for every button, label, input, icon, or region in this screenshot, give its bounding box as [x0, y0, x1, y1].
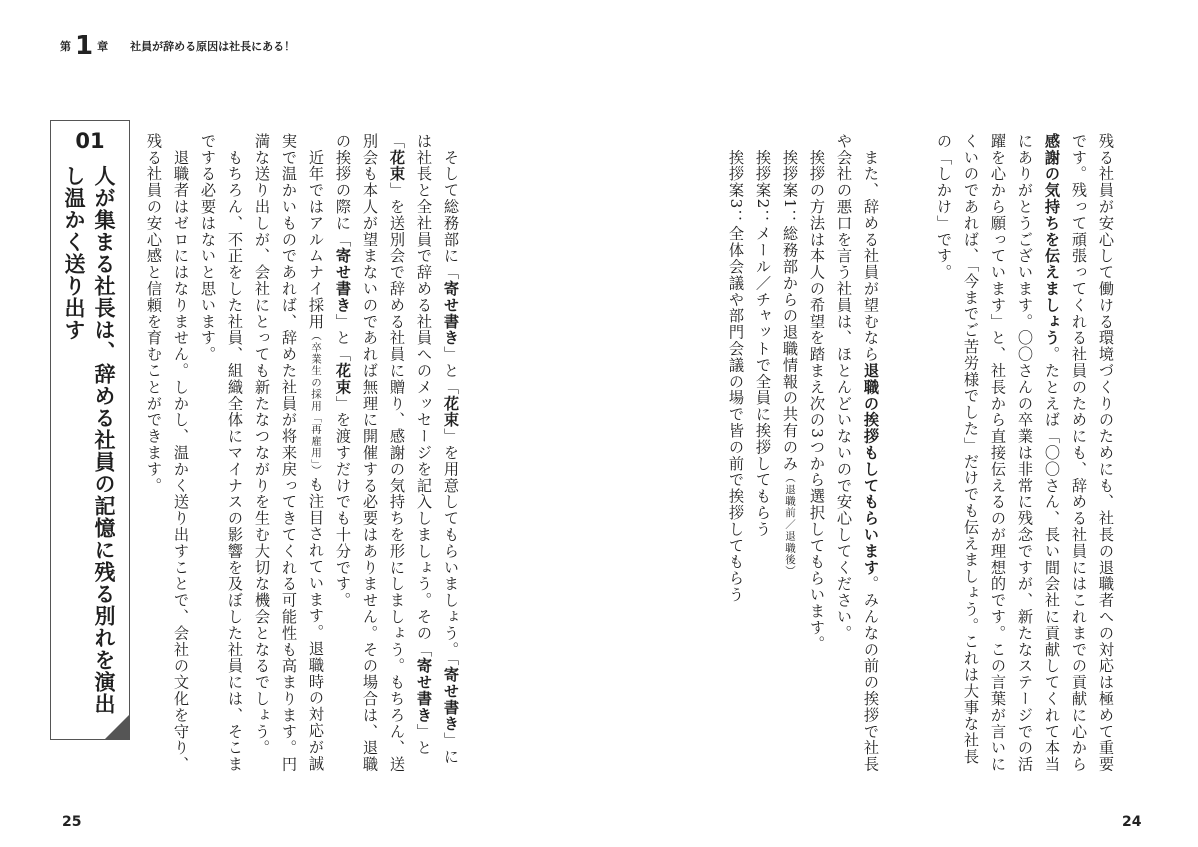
body-text: 」を送別会で辞める社員に贈り、感謝の気持ちを形にしましょう。もちろん、送別会も本人が望まないのであれば無理に開催する必要はありません。その場合は、退職の挨拶の際に「 [334, 133, 406, 773]
body-text: も注目されています。退職時の対応が誠実で温かいものであれば、辞めた社員が将来戻ってきてくれる可能性も高まります。円満な送り出しが、会社にとっても新たなつながりを生む大切な機会となるでしょう。 もちろん、不正をした社員、組織全体にマイナスの影響を及ぼした社員には、そこまでする必要はないと思います。 退職者はゼロにはなりません。しかし、温かく送り出すことで、会社の文化を守り、残る社員の安心感と信頼を育むことができます。 [145, 133, 325, 773]
emphasis-text: 感謝の気持ちを伝えましょう [1043, 133, 1061, 347]
body-text: 」を渡すだけでも十分です。 近年ではアルムナイ採用 [307, 149, 352, 609]
body-text: 」と「 [334, 313, 352, 363]
folded-corner-icon [104, 714, 130, 740]
emphasis-text: 寄せ書き [334, 247, 352, 314]
chapter-title: 社員が辞める原因は社長にある！ [130, 40, 296, 53]
chapter-suffix: 章 [97, 40, 109, 53]
body-text: 」と「 [388, 133, 433, 757]
running-head [60, 33, 295, 59]
emphasis-text: 花束 [388, 149, 406, 183]
body-text: 。みんなの前の挨拶で社長や会社の悪口を言う社員は、ほとんどいないので安心してください。 挨拶の方法は本人の希望を踏まえ次の3つから選択してもらいます。 挨拶案1：総務部からの退職情報の共有のみ [781, 133, 880, 773]
body-text: 。たとえば「〇〇さん、長い間会社に貢献してくれて本当にありがとうございます。〇〇さんの卒業は非常に残念ですが、新たなステージでの活躍を心から願っています」と、社長から直接伝えるのが理想的です。この言葉が言いにくいのであれば、「今までご苦労様でした」だけでも伝えましょう。これは大事な社長の「しかけ」です。 [935, 133, 1061, 773]
page-number-right: 24 [1122, 814, 1142, 830]
body-text: 残る社員が安心して働ける環境づくりのためにも、社長の退職者への対応は極めて重要です。残って頑張ってくれる社員のためにも、辞める社員にはこれまでの貢献に心から [1070, 133, 1115, 773]
emphasis-text: 寄せ書き [442, 666, 460, 733]
body-text: 」には社長と全社員で辞める社員へのメッセージを記入しましょう。その「 [415, 133, 460, 766]
emphasis-text: 花束 [442, 395, 460, 429]
section-title: 人が集まる社長は、辞める社員の記憶に残る別れを演出し温かく送り出す [62, 165, 116, 715]
emphasis-text: 寄せ書き [415, 657, 433, 724]
body-text: 」と「 [442, 346, 460, 396]
chapter-number: 1 [75, 31, 94, 61]
emphasis-text: 退職の挨拶もしてもらいます [862, 362, 880, 576]
body-text: また、辞める社員が望むなら [862, 133, 880, 363]
page-number-left: 25 [62, 814, 82, 830]
right-page-paragraph-2 [722, 133, 884, 773]
body-text: 挨拶案2：メール／チャットで全員に挨拶してもらう 挨拶案3：全体会議や部門会議の場で皆の前で挨拶してもらう [727, 149, 772, 604]
emphasis-text: 寄せ書き [442, 280, 460, 347]
annotation-text: （卒業生の採用「再雇用」） [310, 329, 322, 477]
body-text: 」を用意してもらいましょう。「 [442, 428, 460, 667]
section-heading-box [50, 120, 130, 740]
emphasis-text: 花束 [334, 362, 352, 396]
chapter-prefix: 第 [60, 40, 71, 53]
section-number: 01 [75, 129, 105, 153]
annotation-text: （退職前／退職後） [784, 471, 796, 578]
right-page-paragraph-1 [930, 133, 1119, 773]
left-page-body [140, 133, 464, 773]
body-text: そして総務部に「 [442, 133, 460, 281]
